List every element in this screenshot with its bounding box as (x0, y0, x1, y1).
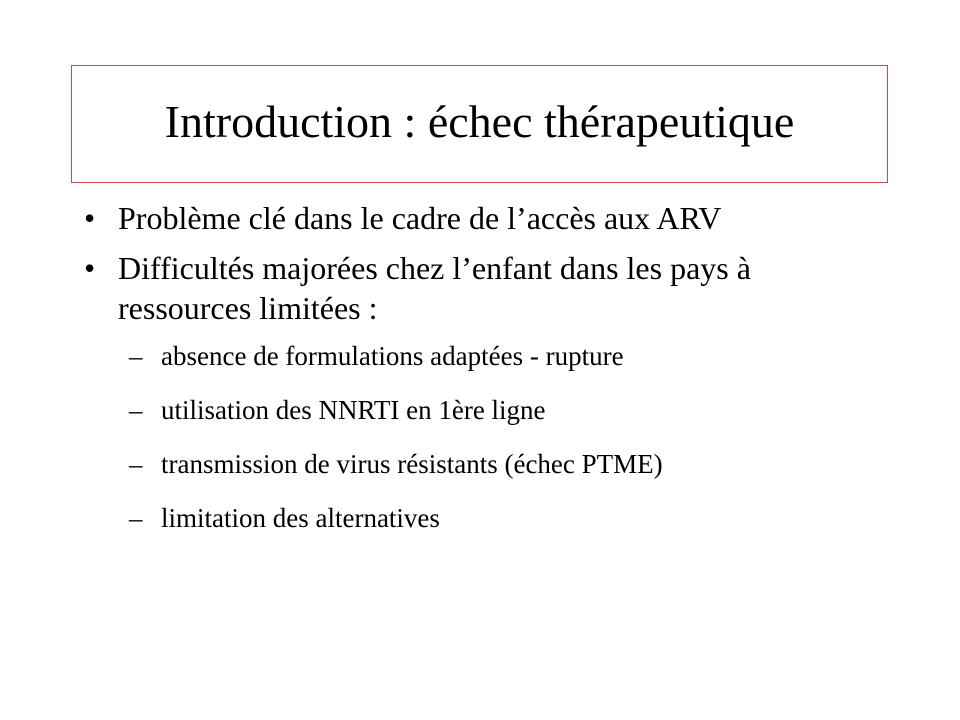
bullet-item (84, 198, 884, 238)
sub-bullet-item (84, 502, 884, 534)
sub-bullet-text: limitation des alternatives (161, 503, 440, 533)
sub-bullet-marker: – (129, 449, 143, 479)
sub-bullet-text: absence de formulations adaptées - rupture (161, 341, 624, 371)
sub-bullet-marker: – (129, 341, 143, 371)
bullet-text: Difficultés majorées chez l’enfant dans les pays à ressources limitées : (118, 250, 751, 326)
sub-bullet-item (84, 340, 884, 372)
bullet-marker: • (84, 200, 96, 236)
sub-bullet-item (84, 394, 884, 426)
sub-bullet-marker: – (129, 503, 143, 533)
sub-bullet-marker: – (129, 395, 143, 425)
bullet-marker: • (84, 250, 96, 286)
slide-body (84, 198, 884, 556)
sub-bullet-text: transmission de virus résistants (échec PTME) (161, 449, 663, 479)
sub-bullet-list (84, 340, 884, 534)
slide-title: Introduction : échec thérapeutique (164, 96, 795, 147)
sub-bullet-item (84, 448, 884, 480)
bullet-item (84, 248, 884, 328)
bullet-text: Problème clé dans le cadre de l’accès aux ARV (118, 200, 722, 236)
sub-bullet-text: utilisation des NNRTI en 1ère ligne (161, 395, 546, 425)
title-box (71, 65, 888, 183)
